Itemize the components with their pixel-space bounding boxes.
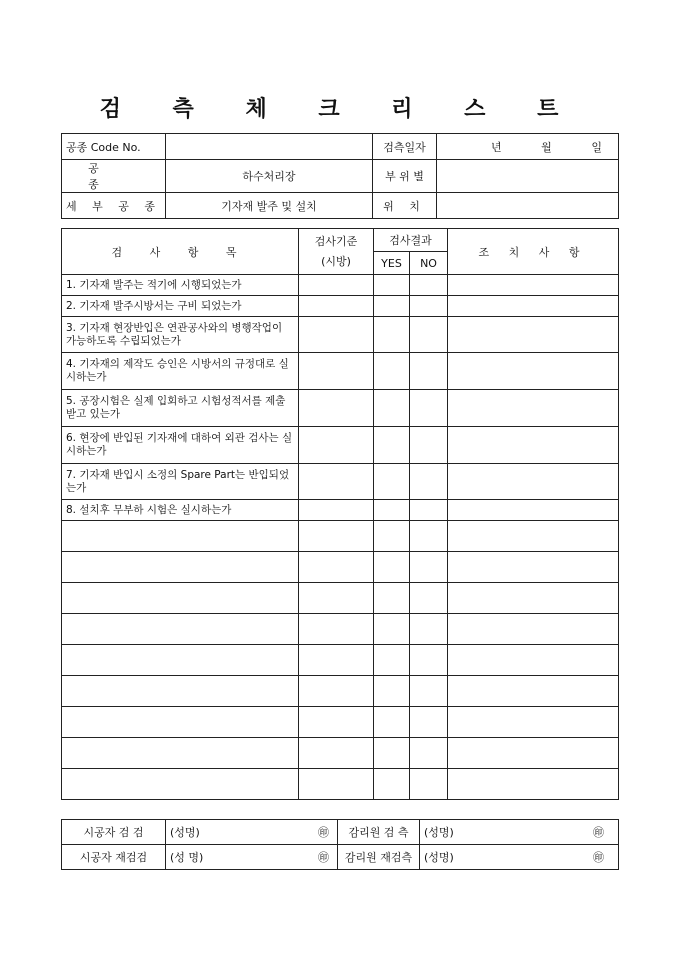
- checklist-table: [61, 228, 619, 800]
- work-type-value[interactable]: 하수처리장: [166, 160, 373, 193]
- no-cell[interactable]: [410, 464, 448, 500]
- standard-cell[interactable]: [299, 296, 374, 317]
- empty-row: [62, 738, 619, 769]
- col-action-header: 조 치 사 항: [448, 229, 619, 275]
- supervisor-inspect-label: 감리원 검 측: [338, 820, 420, 845]
- name-label: (성명): [170, 826, 200, 839]
- item-cell[interactable]: [62, 583, 299, 614]
- standard-cell[interactable]: [299, 676, 374, 707]
- work-type-label: 공 종: [62, 160, 166, 193]
- item-cell[interactable]: [62, 738, 299, 769]
- empty-row: [62, 583, 619, 614]
- yes-cell[interactable]: [374, 317, 410, 353]
- yes-cell[interactable]: [374, 769, 410, 800]
- no-cell[interactable]: [410, 353, 448, 390]
- action-cell[interactable]: [448, 707, 619, 738]
- name-label: (성명): [424, 826, 454, 839]
- standard-cell[interactable]: [299, 521, 374, 552]
- empty-row: [62, 769, 619, 800]
- no-cell[interactable]: [410, 552, 448, 583]
- no-cell[interactable]: [410, 676, 448, 707]
- standard-cell[interactable]: [299, 583, 374, 614]
- standard-cell[interactable]: [299, 552, 374, 583]
- no-cell[interactable]: [410, 521, 448, 552]
- standard-cell[interactable]: [299, 427, 374, 464]
- no-cell[interactable]: [410, 317, 448, 353]
- header-info-table: [61, 133, 619, 219]
- item-cell[interactable]: [62, 676, 299, 707]
- yes-cell[interactable]: [374, 464, 410, 500]
- yes-cell[interactable]: [374, 427, 410, 464]
- standard-cell[interactable]: [299, 645, 374, 676]
- no-cell[interactable]: [410, 427, 448, 464]
- seal-icon: ㊞: [593, 826, 604, 839]
- detail-value[interactable]: 기자재 발주 및 설치: [166, 193, 373, 219]
- item-cell[interactable]: [62, 614, 299, 645]
- page-title: 검 측 체 크 리 스 트: [99, 96, 581, 122]
- contractor-inspect-label: 시공자 검 검: [62, 820, 166, 845]
- action-cell[interactable]: [448, 275, 619, 296]
- action-cell[interactable]: [448, 738, 619, 769]
- checklist-item-3: 3. 기자재 현장반입은 연관공사와의 병행작업이 가능하도록 수립되었는가: [62, 317, 299, 353]
- no-cell[interactable]: [410, 390, 448, 427]
- item-cell[interactable]: [62, 521, 299, 552]
- date-label: 검측일자: [373, 134, 437, 160]
- table-row: [62, 427, 619, 464]
- standard-cell[interactable]: [299, 317, 374, 353]
- code-value[interactable]: [166, 134, 373, 160]
- no-cell[interactable]: [410, 500, 448, 521]
- yes-cell[interactable]: [374, 552, 410, 583]
- standard-cell[interactable]: [299, 390, 374, 427]
- detail-label: 세 부 공 종: [62, 193, 166, 219]
- item-cell[interactable]: [62, 552, 299, 583]
- checklist-item-5: 5. 공장시험은 실제 입회하고 시험성적서를 제출받고 있는가: [62, 390, 299, 427]
- no-cell[interactable]: [410, 738, 448, 769]
- col-no-header: NO: [410, 252, 448, 275]
- empty-row: [62, 676, 619, 707]
- col-item-header: 검 사 항 목: [62, 229, 299, 275]
- table-row: [62, 390, 619, 427]
- date-value[interactable]: [437, 134, 619, 160]
- empty-row: [62, 614, 619, 645]
- table-row: [62, 317, 619, 353]
- seal-icon: ㊞: [318, 851, 329, 864]
- table-row: [62, 464, 619, 500]
- action-cell[interactable]: [448, 583, 619, 614]
- empty-row: [62, 521, 619, 552]
- action-cell[interactable]: [448, 353, 619, 390]
- yes-cell[interactable]: [374, 707, 410, 738]
- name-label: (성 명): [170, 851, 204, 864]
- no-cell[interactable]: [410, 614, 448, 645]
- col-standard-line1: 검사기준: [314, 234, 358, 248]
- checklist-item-8: 8. 설치후 무부하 시험은 실시하는가: [62, 500, 299, 521]
- empty-row: [62, 552, 619, 583]
- yes-cell[interactable]: [374, 521, 410, 552]
- no-cell[interactable]: [410, 645, 448, 676]
- col-yes-header: YES: [374, 252, 410, 275]
- action-cell[interactable]: [448, 645, 619, 676]
- table-row: [62, 275, 619, 296]
- checklist-item-2: 2. 기자재 발주시방서는 구비 되었는가: [62, 296, 299, 317]
- yes-cell[interactable]: [374, 738, 410, 769]
- contractor-reinspect-label: 시공자 재검검: [62, 845, 166, 870]
- no-cell[interactable]: [410, 583, 448, 614]
- no-cell[interactable]: [410, 769, 448, 800]
- yes-cell[interactable]: [374, 676, 410, 707]
- yes-cell[interactable]: [374, 390, 410, 427]
- date-day: 일: [591, 140, 602, 154]
- empty-row: [62, 707, 619, 738]
- supervisor-inspect-name[interactable]: [420, 820, 619, 845]
- contractor-inspect-name[interactable]: [166, 820, 338, 845]
- standard-cell[interactable]: [299, 353, 374, 390]
- supervisor-reinspect-name[interactable]: [420, 845, 619, 870]
- location-value[interactable]: [437, 193, 619, 219]
- checklist-item-1: 1. 기자재 발주는 적기에 시행되었는가: [62, 275, 299, 296]
- supervisor-reinspect-label: 감리원 재검측: [338, 845, 420, 870]
- col-standard-line2: (시방): [321, 254, 351, 268]
- action-cell[interactable]: [448, 769, 619, 800]
- action-cell[interactable]: [448, 614, 619, 645]
- yes-cell[interactable]: [374, 583, 410, 614]
- contractor-reinspect-name[interactable]: [166, 845, 338, 870]
- standard-cell[interactable]: [299, 769, 374, 800]
- yes-cell[interactable]: [374, 614, 410, 645]
- signature-table: [61, 819, 619, 870]
- item-cell[interactable]: [62, 707, 299, 738]
- seal-icon: ㊞: [593, 851, 604, 864]
- action-cell[interactable]: [448, 464, 619, 500]
- col-standard-header: [299, 229, 374, 275]
- action-cell[interactable]: [448, 500, 619, 521]
- action-cell[interactable]: [448, 427, 619, 464]
- item-cell[interactable]: [62, 769, 299, 800]
- standard-cell[interactable]: [299, 464, 374, 500]
- table-row: [62, 353, 619, 390]
- standard-cell[interactable]: [299, 738, 374, 769]
- yes-cell[interactable]: [374, 500, 410, 521]
- table-row: [62, 296, 619, 317]
- part-label: 부 위 별: [373, 160, 437, 193]
- date-year: 년: [491, 140, 502, 154]
- code-label: 공종 Code No.: [62, 134, 166, 160]
- standard-cell[interactable]: [299, 500, 374, 521]
- standard-cell[interactable]: [299, 614, 374, 645]
- checklist-item-4: 4. 기자재의 제작도 승인은 시방서의 규정대로 실시하는가: [62, 353, 299, 390]
- yes-cell[interactable]: [374, 296, 410, 317]
- no-cell[interactable]: [410, 707, 448, 738]
- action-cell[interactable]: [448, 390, 619, 427]
- name-label: (성명): [424, 851, 454, 864]
- action-cell[interactable]: [448, 521, 619, 552]
- empty-row: [62, 645, 619, 676]
- yes-cell[interactable]: [374, 353, 410, 390]
- yes-cell[interactable]: [374, 645, 410, 676]
- no-cell[interactable]: [410, 275, 448, 296]
- action-cell[interactable]: [448, 552, 619, 583]
- checklist-item-7: 7. 기자재 반입시 소정의 Spare Part는 반입되었는가: [62, 464, 299, 500]
- action-cell[interactable]: [448, 317, 619, 353]
- location-label: 위 치: [373, 193, 437, 219]
- item-cell[interactable]: [62, 645, 299, 676]
- date-month: 월: [541, 140, 552, 154]
- yes-cell[interactable]: [374, 275, 410, 296]
- table-row: [62, 500, 619, 521]
- seal-icon: ㊞: [318, 826, 329, 839]
- no-cell[interactable]: [410, 296, 448, 317]
- col-result-header: 검사결과: [374, 229, 448, 252]
- action-cell[interactable]: [448, 296, 619, 317]
- checklist-item-6: 6. 현장에 반입된 기자재에 대하여 외관 검사는 실시하는가: [62, 427, 299, 464]
- standard-cell[interactable]: [299, 707, 374, 738]
- standard-cell[interactable]: [299, 275, 374, 296]
- action-cell[interactable]: [448, 676, 619, 707]
- part-value[interactable]: [437, 160, 619, 193]
